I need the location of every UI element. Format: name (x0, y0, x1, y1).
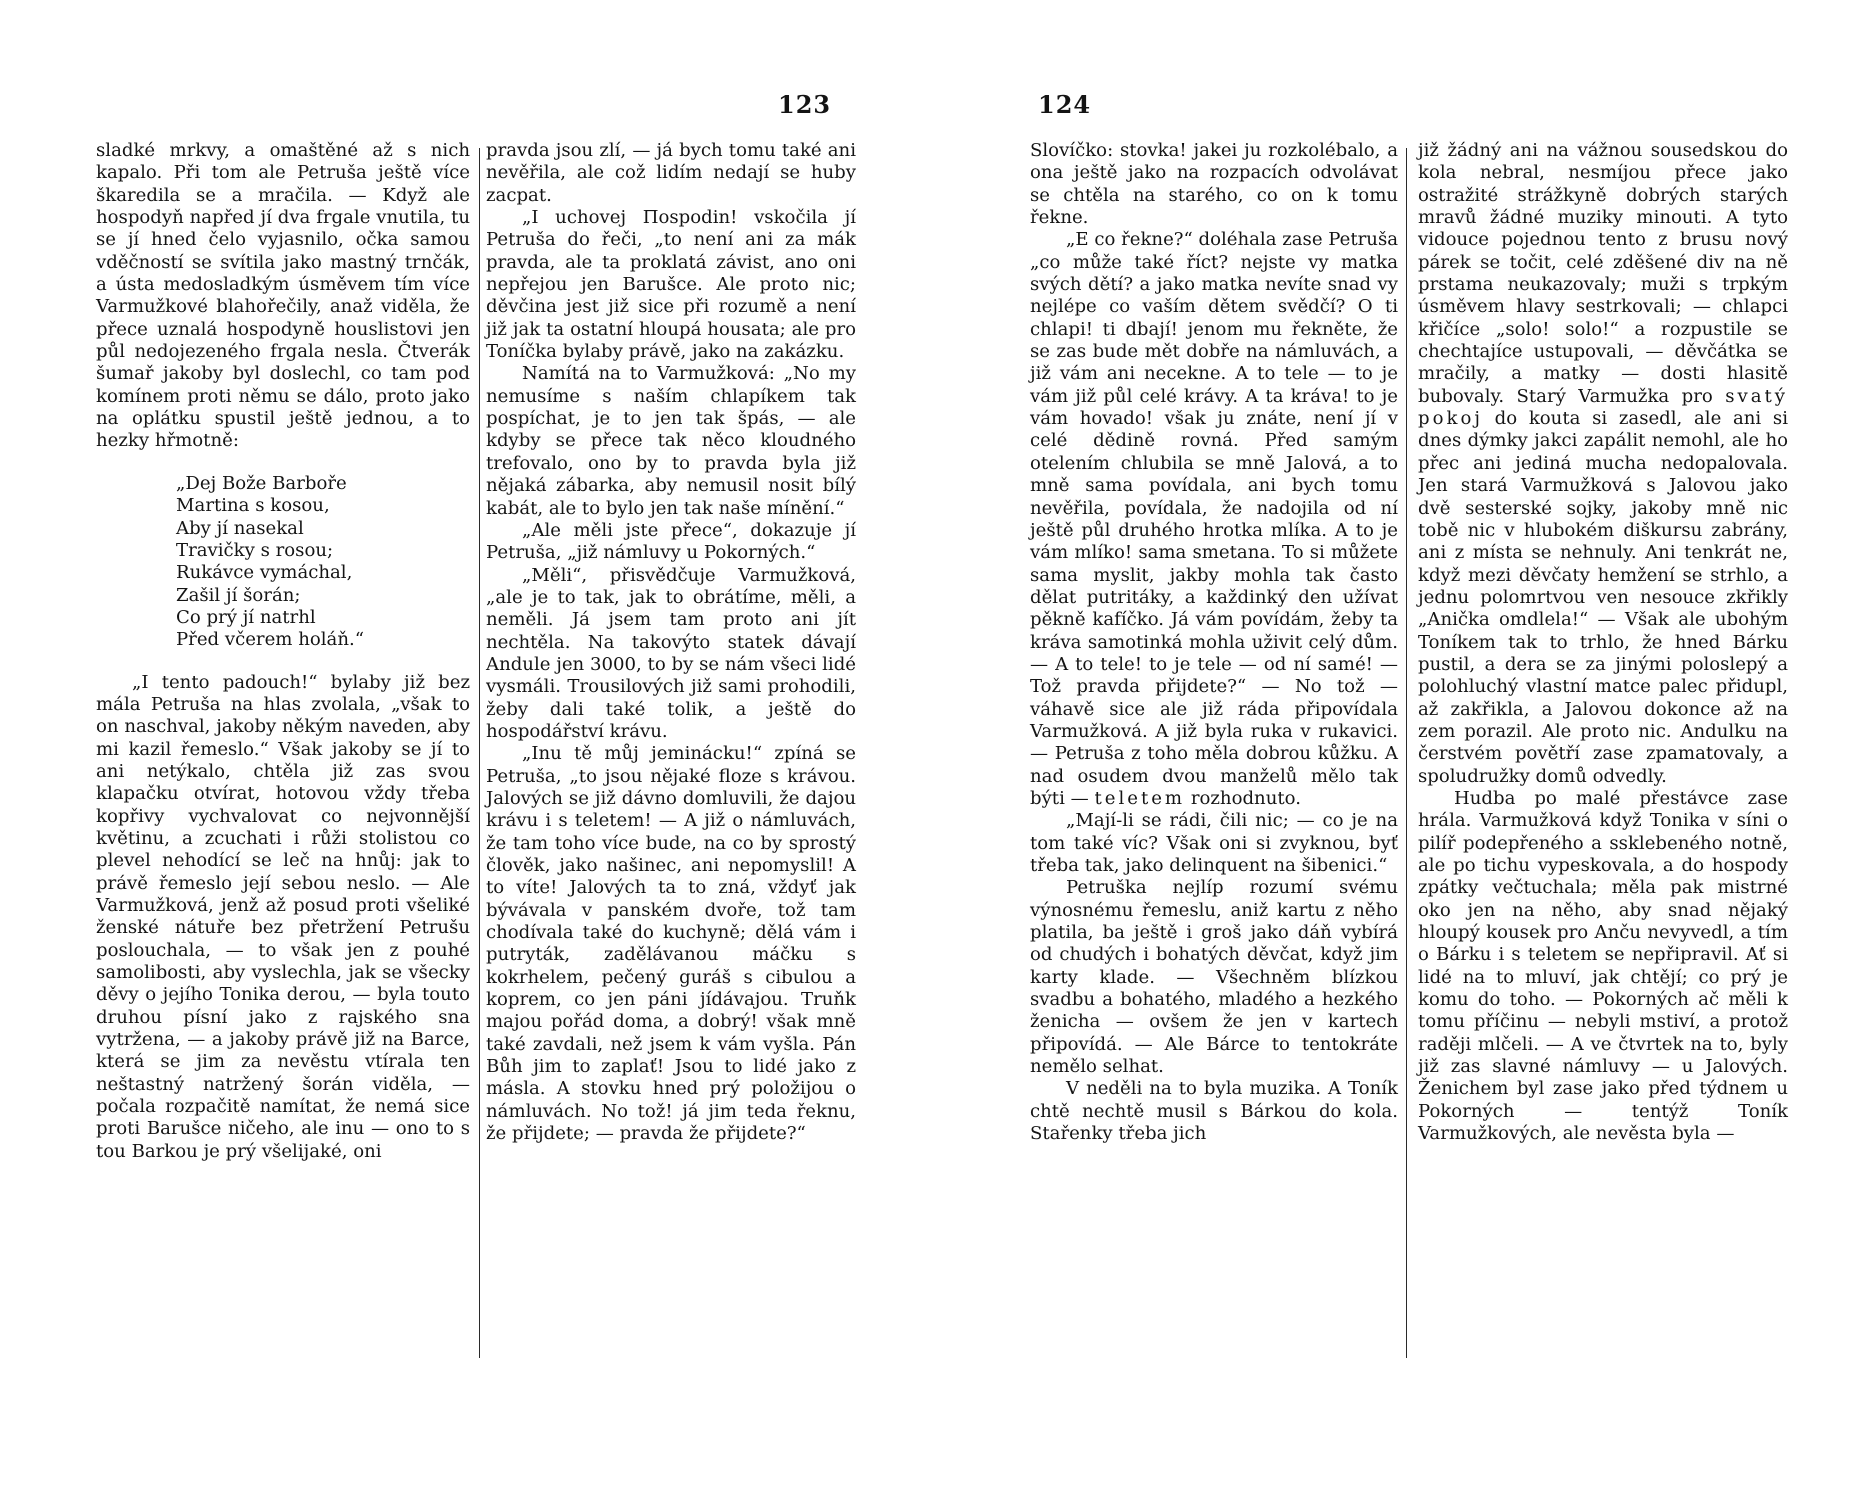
verse-line: Aby jí nasekal (176, 517, 304, 539)
text-run: již žádný ani na vážnou sousedskou do kola nebral, nesmíjou přece jako ostražité strážkyně dobrých starých mravů žádné muziky minouti. A tyto vidouce pojednou tento z brusu nový párek se točit, celé zděšené div na ně prstama neukazovaly; muži s trpkým úsměvem hlavy sestrkovali; — chlapci křičíce „solo! solo!“ a rozpustile se chechtajíce ustupovali, — děvčátka se mračily, a matky — dosti hlasitě bubovaly. Starý Varmužka pro (1418, 140, 1788, 407)
column-rule-right (1406, 148, 1407, 1358)
verse-line: Zašil jí šorán; (176, 584, 301, 606)
verse-line: Rukávce vymáchal, (176, 562, 353, 584)
column-rule-left (479, 148, 480, 1358)
right-page-column-2 (1418, 140, 1788, 1145)
verse-line: Travičky s rosou; (176, 539, 334, 561)
paragraph (1418, 140, 1788, 788)
paragraph: Petruška nejlíp rozumí svému výnosnému řemeslu, aniž kartu z něho platila, ba ještě i groš jako dáň vybírá od chudých i bohatých děvčat, když jim karty klade. — Všechněm blízkou svadbu a bohatého, mladého a hezkého ženicha — ovšem že jen v kartech připovídá. — Ale Bárce to tentokráte nemělo selhat. (1030, 877, 1398, 1078)
paragraph: Slovíčko: stovka! jakei ju rozkolébalo, a ona ještě jako na rozpacích odvolávat se chtěla na starého, co on k tomu řekne. (1030, 140, 1398, 229)
right-page-column-1 (1030, 140, 1398, 1145)
text-run: do kouta si zasedl, ale ani si dnes dýmky jakci zapálit nemohl, ale ho přec ani jediná mucha nedopalovala. Jen stará Varmužková s Jalovou jako dvě sesterské sojky, jakoby mně nic tobě nic v hlubokém diškursu zabrány, ani z místa se nehnuly. Ani tenkrát ne, když mezi děvčaty hemžení se strhlo, a jednu polomrtvou ven nesouce zkřikly „Anička omdlela!“ — Však ale ubohým Toníkem tak to trhlo, že hned Bárku pustil, a dera se za jinými poloslepý a polohluchý vlastní matce palec přidupl, až zakřikla, a Jalovou dokonce až na zem porazil. Ale proto nic. Andulku na čerstvém povětří zase zpamatovaly, a spoludružky domů odvedly. (1418, 408, 1788, 787)
page-number-right: 124 (1038, 90, 1092, 119)
text-run: „E co řekne?“ doléhala zase Petruša „co může také říct? nejste vy matka svých dětí? a jako matka nevíte snad vy nejlépe co vaším dětem svědčí? O ti chlapi! ti dbají! jenom mu řekněte, že se zas bude mět dobře na námluvách, a již vám ani necekne. A to tele — to je vám již půl celé krávy. A ta kráva! to je vám hovado! však ju znáte, není jí v celé dědině rovná. Před samým otelením chlubila se mně Jalová, a to mně sama povídala, ani bych tomu nevěřila, povídala, že nadojila od ní ještě půl druhého hrotka mlíka. A to je vám mlíko! sama smetana. To si můžete sama myslit, jakby mohla tak často dělat putritáky, a každinký den užívat pěkně kafíčko. Já vám povídám, žeby ta kráva samotinká mohla uživit celý dům. — A to tele! to je tele — od ní samé! — Tož pravda přijdete?“ — No tož — váhavě sice ale již ráda připovídala Varmužková. A již byla ruka v rukavici. — Petruša z toho měla dobrou kůžku. A nad osudem dvou manželů mělo tak býti — (1030, 229, 1399, 809)
left-page-column-2 (486, 140, 856, 1145)
paragraph: Namítá na to Varmužková: „No my nemusíme s naším chlapíkem tak pospíchat, je to jen tak špás, — ale kdyby se přece tak něco kloudného trefovalo, ono by to pravda byla již nějaká zábarka, aby nemusil nosit bílý kabát, ale to bylo jen tak naše mínění.“ (486, 363, 856, 519)
page-number-left: 123 (778, 90, 832, 119)
paragraph: Hudba po malé přestávce zase hrála. Varmužková když Tonika v síni o pilíř podepřeného a ssklebeného notně, ale po tichu vypeskovala, a do hospody zpátky večtuchala; měla pak mistrné oko jen na něho, aby snad nějaký hloupý kousek pro Anču nevyvedl, a tím o Bárku i s teletem se nepřipravil. Ať si lidé na to mluví, jak chtějí; co prý je komu do toho. — Pokorných ač měli k tomu příčinu — nebyli mstiví, a protož raději mlčeli. — A ve čtvrtek na to, byly již zas slavné námluvy — u Jalových. Ženichem byl zase jako před týdnem u Pokorných — tentýž Toník Varmužkových, ale nevěsta byla — (1418, 787, 1788, 1145)
left-page-column-1 (96, 140, 470, 1163)
paragraph: „Mají-li se rádi, čili nic; — co je na tom také víc? Však oni si zvyknou, byť třeba tak, jako delinquent na šibenici.“ (1030, 810, 1398, 876)
paragraph: sladké mrkvy, a omaštěné až s nich kapalo. Při tom ale Petruša ještě více škaredila se a mračila. — Když ale hospodyň napřed jí dva frgale vnutila, tu se jí hned čelo vyjasnilo, očka samou vděčností se svítila jako mastný trnčák, a ústa medosladkým úsměvem tím více Varmužkové blahořečily, anaž viděla, že přece uznalá hospodyně houslistovi jen půl nedojezeného frgala nesla. Čtverák šumař jakoby byl doslechl, co tam pod komínem proti němu se dálo, proto jako na oplátku spustil ještě jednou, a to hezky hřmotně: (96, 140, 470, 452)
paragraph: „Ale měli jste přece“, dokazuje jí Petruša, „již námluvy u Pokorných.“ (486, 519, 856, 564)
text-run: rozhodnuto. (1185, 787, 1301, 809)
verse-line: „Dej Bože Barboře (176, 472, 347, 494)
verse-line: Martina s kosou, (176, 495, 330, 517)
verse-line: Před včerem holáň.“ (176, 629, 364, 651)
verse-block (176, 473, 470, 652)
verse-line: Co prý jí natrhl (176, 606, 316, 628)
paragraph: „Inu tě můj jeminácku!“ zpíná se Petruša, „to jsou nějaké floze s krávou. Jalových se již dávno domluvili, že dajou krávu i s teletem! — A již o námluvách, že tam toho více bude, na co by sprostý člověk, jako našinec, ani nepomyslil! A to víte! Jalových ta to zná, vždyť jak bývávala v panském dvoře, tož tam chodívala také do kuchyně; dělá vám i putryták, zadělávanou máčku s kokrhelem, pečený guráš s cibulou a koprem, co jen páni jídávajou. Truňk majou pořád doma, a dobrý! však mně také zavdali, než jsem k vám vyšla. Pán Bůh jim to zaplať! Jsou to lidé jako z másla. A stovku hned prý položijou o námluvách. No tož! já jim teda řeknu, že přijdete; — pravda že přijdete?“ (486, 743, 856, 1145)
spaced-emphasis: svatý pokoj (1418, 385, 1788, 430)
paragraph: „I uchovej Пospodin! vskočila jí Petruša do řeči, „to není ani za mák pravda, ale ta proklatá závist, ano oni nepřejou jen Barušce. Ale proto nic; děvčina jest již sice při rozumě a není již jak ta ostatní hloupá housata; ale pro Toníčka bylaby právě, jako na zakázku. (486, 207, 856, 363)
spaced-emphasis: teletem (1094, 787, 1186, 809)
paragraph (1030, 229, 1398, 810)
paragraph: V neděli na to byla muzika. A Toník chtě nechtě musil s Bárkou do kola. Stařenky třeba jich (1030, 1078, 1398, 1145)
paragraph: „I tento padouch!“ bylaby již bez mála Petruša na hlas zvolala, „však to on naschval, jakoby někým naveden, aby mi kazil řemeslo.“ Však jakoby se jí to ani netýkalo, chtěla již zas svou klapačku otvírat, hotovou vždy třeba kopřivy vychvalovat co nejvonnější květinu, a zcuchati i růži stolistou co plevel nehodící se leč na hnůj: jak to právě řemeslo její sebou neslo. — Ale Varmužková, jenž až posud proti všeliké ženské nátuře bez přetržení Petrušu poslouchala, — to však jen z pouhé samolibosti, aby vyslechla, jak se všecky děvy o jejího Tonika derou, — byla touto druhou písní jako z rajského sna vytržena, — a jakoby právě již na Barce, která se jim za nevěstu vtírala ten neštastný natržený šorán viděla, — počala rozpačitě namítat, že nemá sice proti Barušce ničeho, ale inu — ono to s tou Barkou je prý všelijaké, oni (96, 671, 470, 1162)
paragraph: pravda jsou zlí, — já bych tomu také ani nevěřila, ale což lidím nedají se huby zacpat. (486, 140, 856, 206)
paragraph: „Měli“, přisvědčuje Varmužková, „ale je to tak, jak to obrátíme, měli, a neměli. Já jsem tam proto ani jít nechtěla. Na takovýto statek dávají Andule jen 3000, to by se nám všeci lidé vysmáli. Trousilových již sami prohodili, žeby dali také tolik, a ještě do hospodářství krávu. (486, 564, 856, 742)
